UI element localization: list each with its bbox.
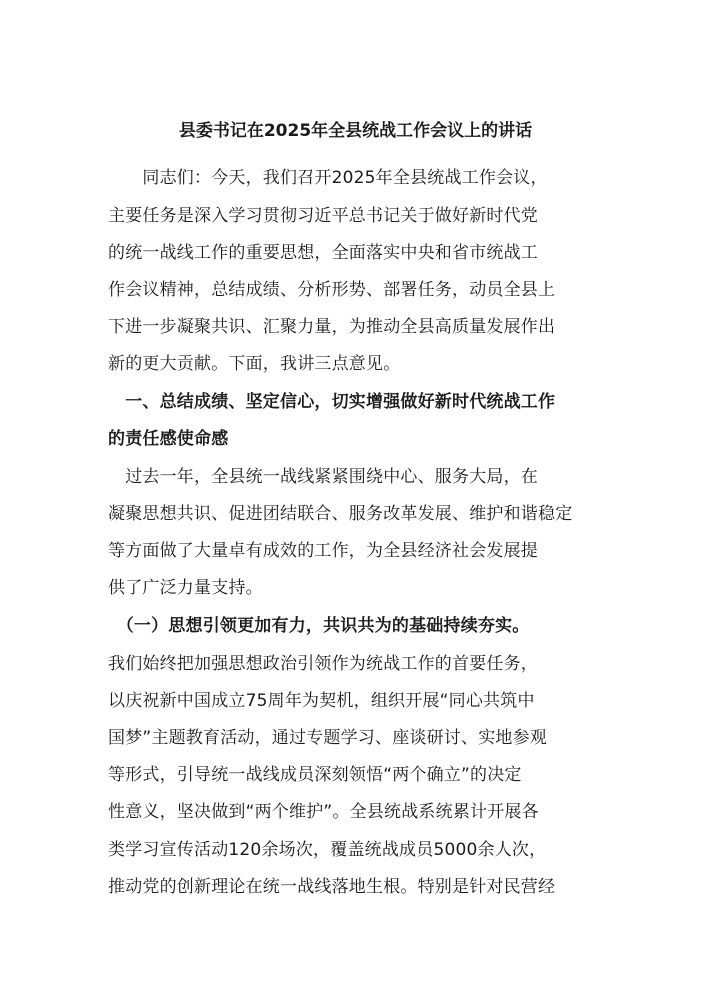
body-line: 等形式，引导统一战线成员深刻领悟“两个确立”的决定 xyxy=(108,765,522,785)
section-heading: 一、总结成绩、坚定信心，切实增强做好新时代统战工作 xyxy=(108,392,556,412)
body-line: 性意义，坚决做到“两个维护”。全县统战系统累计开展各 xyxy=(108,802,539,822)
body-line: 作会议精神，总结成绩、分析形势、部署任务，动员全县上 xyxy=(108,280,556,300)
body-line: 我们始终把加强思想政治引领作为统战工作的首要任务， xyxy=(108,654,538,674)
body-line: 类学习宣传活动120余场次，覆盖统战成员5000余人次， xyxy=(108,840,547,860)
document-title: 县委书记在2025年全县统战工作会议上的讲话 xyxy=(178,121,533,141)
section-heading: 的责任感使命感 xyxy=(108,429,229,449)
body-line: 以庆祝新中国成立75周年为契机，组织开展“同心共筑中 xyxy=(108,691,535,711)
body-line: 新的更大贡献。下面，我讲三点意见。 xyxy=(108,354,401,374)
body-line: 过去一年，全县统一战线紧紧围绕中心、服务大局，在 xyxy=(108,467,538,487)
subsection-heading: （一）思想引领更加有力，共识共为的基础持续夯实。 xyxy=(108,616,530,636)
body-line: 供了广泛力量支持。 xyxy=(108,578,263,598)
body-line: 同志们：今天，我们召开2025年全县统战工作会议， xyxy=(108,168,548,188)
body-line: 的统一战线工作的重要思想，全面落实中央和省市统战工 xyxy=(108,243,538,263)
body-line: 凝聚思想共识、促进团结联合、服务改革发展、维护和谐稳定 xyxy=(108,504,573,524)
body-line: 国梦”主题教育活动，通过专题学习、座谈研讨、实地参观 xyxy=(108,728,548,748)
body-line: 推动党的创新理论在统一战线落地生根。特别是针对民营经 xyxy=(108,877,556,897)
body-line: 主要任务是深入学习贯彻习近平总书记关于做好新时代党 xyxy=(108,206,538,226)
body-line: 等方面做了大量卓有成效的工作，为全县经济社会发展提 xyxy=(108,541,538,561)
body-line: 下进一步凝聚共识、汇聚力量，为推动全县高质量发展作出 xyxy=(108,317,556,337)
